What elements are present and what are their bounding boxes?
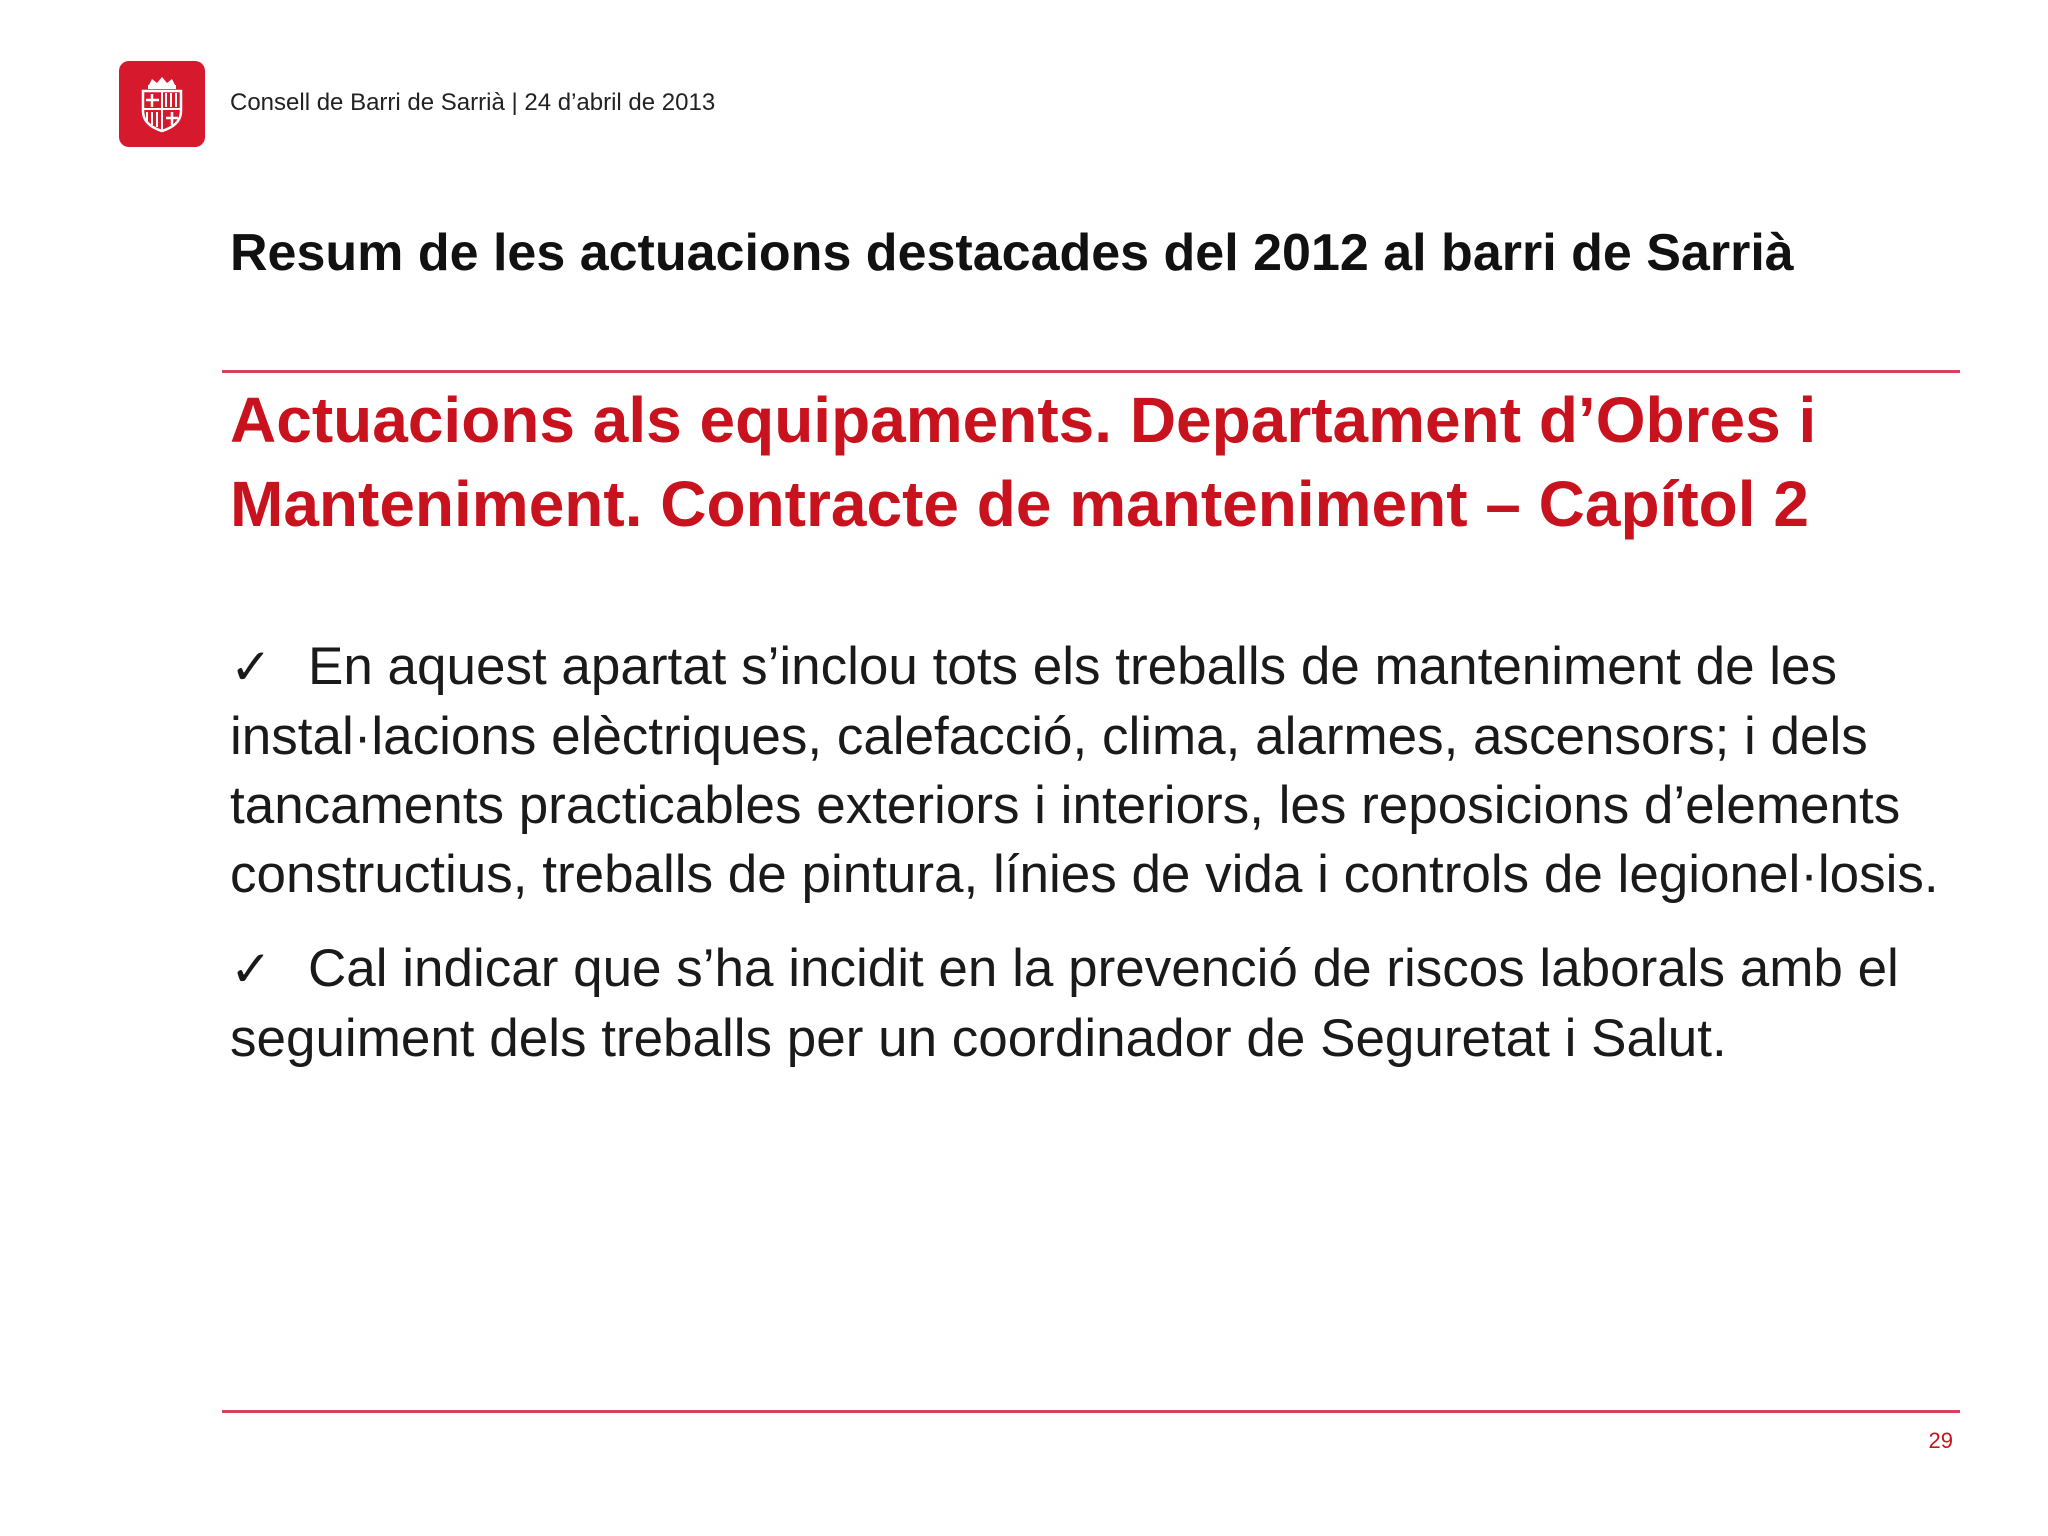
checkmark-icon: ✓ [230, 639, 272, 695]
coat-of-arms-icon [137, 75, 187, 133]
barcelona-coat-of-arms-icon [119, 61, 205, 147]
bullet-item [230, 934, 1960, 1073]
page-number: 29 [1928, 1428, 1953, 1453]
bullet-item [230, 632, 1960, 909]
header-meeting-info: Consell de Barri de Sarrià | 24 d’abril de 2013 [230, 89, 716, 116]
slide-subtitle: Actuacions als equipaments. Departament d’Obres i Manteniment. Contracte de manteniment – Capítol 2 [230, 384, 1817, 541]
bullet-text: En aquest apartat s’inclou tots els treballs de manteniment de les instal·lacions elèctriques, calefacció, clima, alarmes, ascensors; i dels tancaments practicables exteriors i interiors, les reposicions d’elements constructius, treballs de pintura, línies de vida i controls de legionel·losis. [230, 637, 1939, 904]
bottom-divider [222, 1410, 1960, 1413]
bullet-text: Cal indicar que s’ha incidit en la prevenció de riscos laborals amb el seguiment dels treballs per un coordinador de Seguretat i Salut. [230, 939, 1899, 1068]
slide-title: Resum de les actuacions destacades del 2012 al barri de Sarrià [230, 224, 1794, 282]
checkmark-icon: ✓ [230, 941, 272, 997]
bullet-list [230, 632, 1960, 1098]
top-divider [222, 370, 1960, 373]
